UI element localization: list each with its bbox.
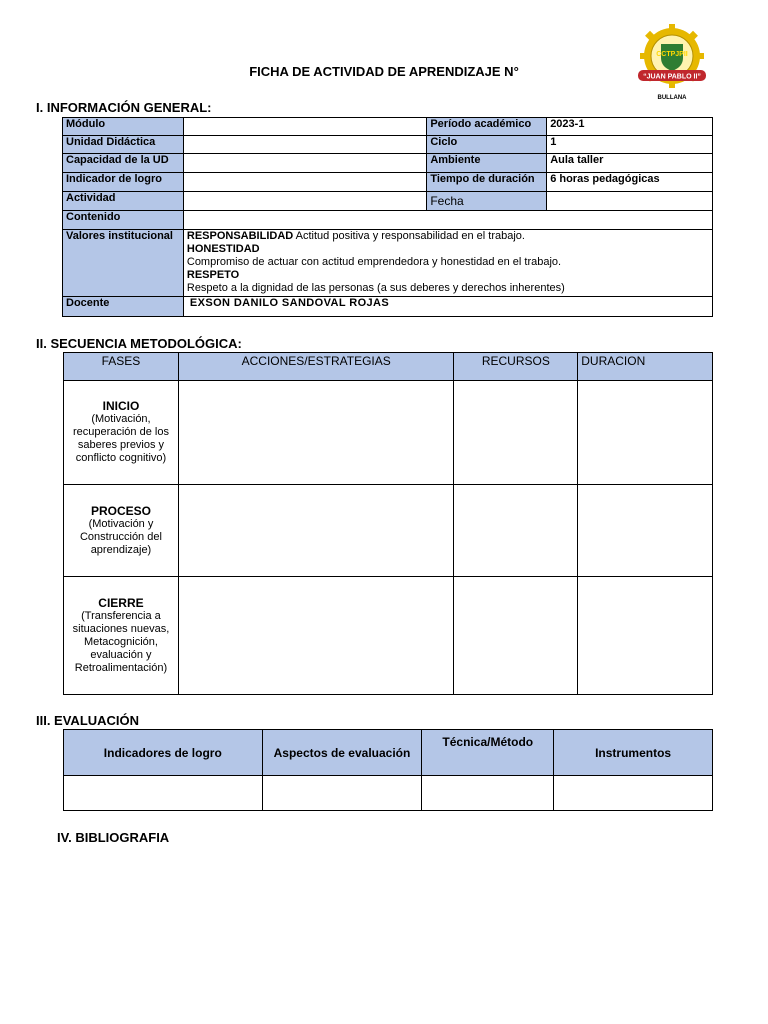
valor-title: RESPONSABILIDAD	[186, 230, 294, 242]
info-value[interactable]: 2023-1	[547, 118, 713, 136]
info-label: Ambiente	[427, 154, 547, 173]
header-aspectos: Aspectos de evaluación	[262, 730, 422, 776]
acciones-cell[interactable]	[178, 485, 454, 577]
info-label: Ciclo	[427, 136, 547, 154]
evaluation-row	[64, 776, 713, 811]
svg-text:CCTPJPII: CCTPJPII	[656, 51, 688, 58]
info-row	[63, 154, 713, 173]
info-row	[63, 118, 713, 136]
info-label: Módulo	[63, 118, 184, 136]
valor-text: Actitud positiva y responsabilidad en el trabajo.	[293, 230, 525, 242]
info-label: Actividad	[63, 192, 184, 211]
info-row	[63, 297, 713, 317]
section-heading-evaluacion: III. EVALUACIÓN	[36, 713, 140, 728]
contenido-label: Contenido	[63, 211, 184, 230]
sequence-header-row	[64, 353, 713, 381]
info-value[interactable]: 1	[547, 136, 713, 154]
general-info-table	[62, 117, 713, 317]
info-value[interactable]	[183, 154, 426, 173]
school-logo	[632, 22, 712, 102]
recursos-cell[interactable]	[454, 485, 578, 577]
recursos-cell[interactable]	[454, 381, 578, 485]
valor-title: HONESTIDAD	[186, 243, 260, 255]
header-indicadores: Indicadores de logro	[64, 730, 263, 776]
header-recursos: RECURSOS	[454, 353, 578, 381]
info-row	[63, 211, 713, 230]
phase-desc: (Transferencia a situaciones nuevas, Metacognición, evaluación y Retroalimentación)	[72, 609, 170, 674]
header-duracion: DURACION	[578, 353, 713, 381]
phase-name: PROCESO	[90, 503, 151, 518]
instrumentos-cell[interactable]	[554, 776, 713, 811]
phase-name: CIERRE	[98, 595, 144, 610]
header-tecnica: Técnica/Método	[422, 730, 554, 776]
evaluation-table	[63, 729, 713, 811]
section-heading-informacion: I. INFORMACIÓN GENERAL:	[36, 100, 212, 115]
phase-name: INICIO	[102, 399, 140, 413]
duracion-cell[interactable]	[578, 577, 713, 695]
header-acciones: ACCIONES/ESTRATEGIAS	[178, 353, 454, 381]
recursos-cell[interactable]	[454, 577, 578, 695]
section-heading-secuencia: II. SECUENCIA METODOLÓGICA:	[36, 336, 242, 351]
duracion-cell[interactable]	[578, 485, 713, 577]
valor-text: Compromiso de actuar con actitud emprendedora y honestidad en el trabajo.	[186, 256, 562, 268]
svg-text:“JUAN PABLO II”: “JUAN PABLO II”	[643, 73, 701, 81]
evaluation-header-row	[64, 730, 713, 776]
aspectos-cell[interactable]	[262, 776, 422, 811]
contenido-value[interactable]	[183, 211, 712, 230]
phase-cell	[64, 381, 179, 485]
info-label: Indicador de logro	[63, 173, 184, 192]
svg-text:BULLANA: BULLANA	[657, 95, 687, 101]
docente-value[interactable]: EXSON DANILO SANDOVAL ROJAS	[183, 297, 712, 317]
info-label: Período académico	[427, 118, 547, 136]
phase-row	[64, 381, 713, 485]
header-instrumentos: Instrumentos	[554, 730, 713, 776]
info-row	[63, 192, 713, 211]
info-value[interactable]	[183, 136, 426, 154]
info-label: Unidad Didáctica	[63, 136, 184, 154]
valor-text: Respeto a la dignidad de las personas (a sus deberes y derechos inherentes)	[186, 282, 565, 294]
acciones-cell[interactable]	[178, 381, 454, 485]
phase-desc: (Motivación y Construcción del aprendizaje)	[79, 517, 162, 556]
valor-title: RESPETO	[186, 269, 240, 281]
info-value[interactable]	[547, 192, 713, 211]
info-label: Tiempo de duración	[427, 173, 547, 192]
info-value[interactable]: Aula taller	[547, 154, 713, 173]
valores-label: Valores institucional	[63, 230, 184, 297]
info-row	[63, 173, 713, 192]
info-value[interactable]	[183, 173, 426, 192]
phase-cell	[64, 577, 179, 695]
info-row	[63, 136, 713, 154]
acciones-cell[interactable]	[178, 577, 454, 695]
tecnica-cell[interactable]	[422, 776, 554, 811]
indicadores-cell[interactable]	[64, 776, 263, 811]
sequence-table	[63, 352, 713, 695]
docente-label: Docente	[63, 297, 184, 317]
info-value[interactable]	[183, 118, 426, 136]
phase-row	[64, 577, 713, 695]
header-fases: FASES	[64, 353, 179, 381]
info-value[interactable]: 6 horas pedagógicas	[547, 173, 713, 192]
valores-value	[183, 230, 712, 297]
page-title: FICHA DE ACTIVIDAD DE APRENDIZAJE N°	[249, 64, 519, 79]
phase-row	[64, 485, 713, 577]
info-row	[63, 230, 713, 297]
info-value[interactable]	[183, 192, 426, 211]
phase-cell	[64, 485, 179, 577]
info-label: Fecha	[427, 192, 547, 211]
section-heading-bibliografia: IV. BIBLIOGRAFIA	[57, 830, 170, 845]
duracion-cell[interactable]	[578, 381, 713, 485]
phase-desc: (Motivación, recuperación de los saberes previos y conflicto cognitivo)	[72, 413, 169, 464]
info-label: Capacidad de la UD	[63, 154, 184, 173]
